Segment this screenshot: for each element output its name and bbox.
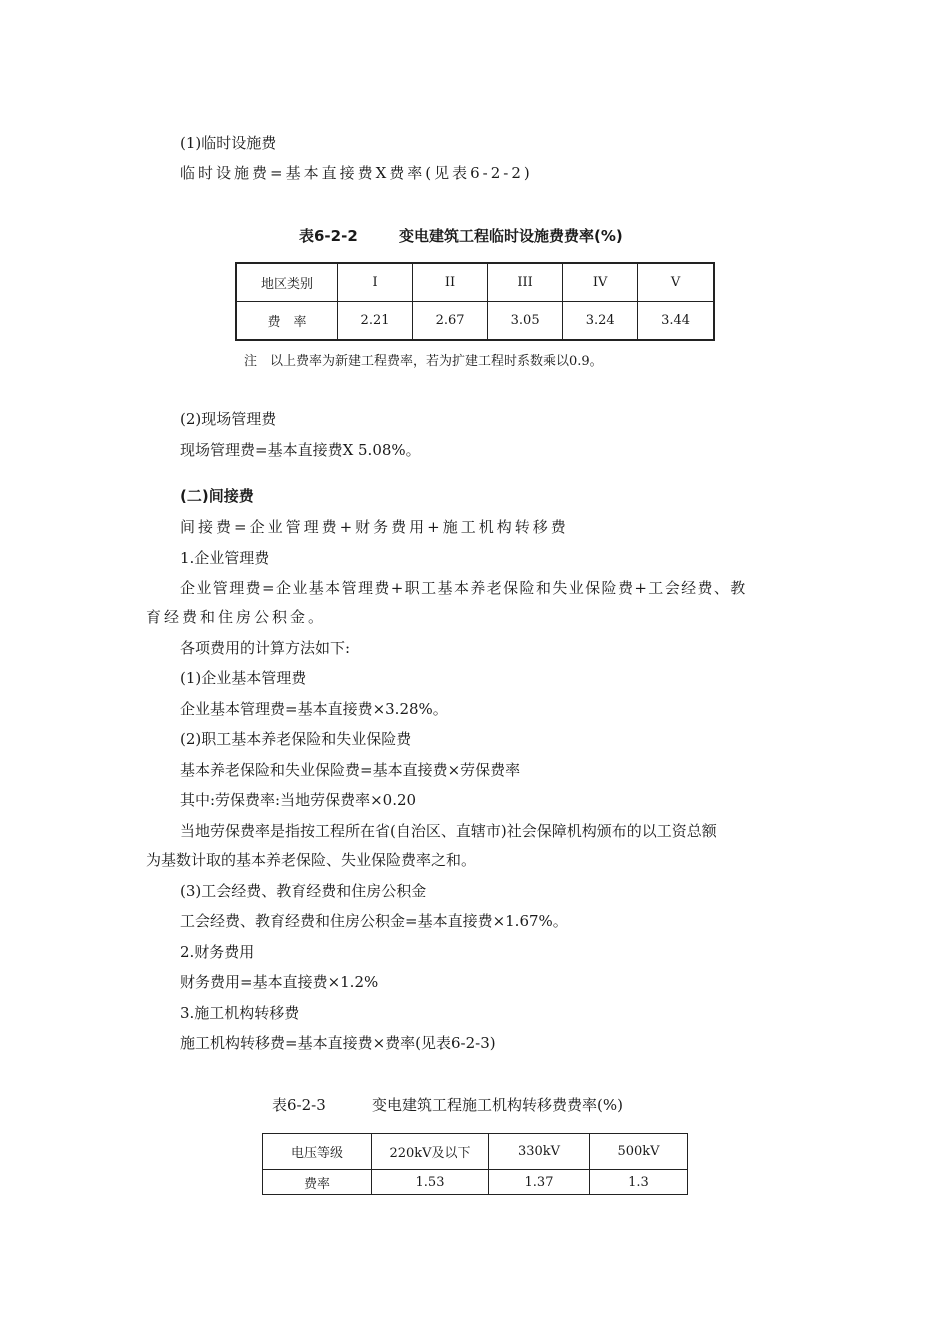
formula-union-education-housing: 工会经费、教育经费和住房公积金=基本直接费×1.67%。 (180, 912, 568, 930)
table-cell: 2.67 (413, 302, 488, 341)
table1-note: 注 以上费率为新建工程费率，若为扩建工程时系数乘以0.9。 (244, 354, 603, 369)
table-cell: III (488, 263, 563, 302)
formula-enterprise-management: 企业管理费=企业基本管理费+职工基本养老保险和失业保险费+工会经费、教 (180, 579, 747, 597)
formula-financial-costs: 财务费用=基本直接费×1.2% (180, 973, 379, 991)
table-cell: 330kV (489, 1134, 590, 1170)
table-cell: II (413, 263, 488, 302)
table-cell: 费 率 (236, 302, 338, 341)
table-row (236, 263, 714, 302)
table1-caption (299, 225, 623, 246)
table-cell: 费率 (263, 1170, 372, 1195)
table-temporary-facility-rates (235, 262, 715, 341)
heading-enterprise-management: 1.企业管理费 (180, 549, 270, 567)
table-cell: 2.21 (338, 302, 413, 341)
heading-pension-insurance: (2)职工基本养老保险和失业保险费 (180, 730, 412, 748)
table-cell: 3.24 (563, 302, 638, 341)
heading-union-education-housing: (3)工会经费、教育经费和住房公积金 (180, 882, 427, 900)
table-cell: V (638, 263, 714, 302)
table1-title: 变电建筑工程临时设施费费率(%) (399, 227, 623, 245)
heading-temporary-facilities: (1)临时设施费 (180, 134, 277, 152)
table-cell: 1.37 (489, 1170, 590, 1195)
table-cell: 3.44 (638, 302, 714, 341)
table-cell: 500kV (590, 1134, 688, 1170)
table-cell: 3.05 (488, 302, 563, 341)
text-labor-insurance-rate: 其中:劳保费率:当地劳保费率×0.20 (180, 791, 417, 809)
table-cell: 电压等级 (263, 1134, 372, 1170)
table-cell: IV (563, 263, 638, 302)
formula-temporary-facilities: 临时设施费=基本直接费X费率(见表6-2-2) (180, 164, 533, 182)
formula-basic-management: 企业基本管理费=基本直接费×3.28%。 (180, 700, 448, 718)
table2-caption (272, 1094, 623, 1115)
table-relocation-rates (262, 1133, 688, 1195)
table-cell: 地区类别 (236, 263, 338, 302)
table2-title: 变电建筑工程施工机构转移费费率(%) (372, 1096, 623, 1114)
formula-site-management: 现场管理费=基本直接费X 5.08%。 (180, 441, 421, 459)
section-heading-indirect-costs: (二)间接费 (180, 487, 254, 505)
text-rate-description: 当地劳保费率是指按工程所在省(自治区、直辖市)社会保障机构颁布的以工资总额 (180, 822, 717, 840)
table2-number: 表6-2-3 (272, 1096, 326, 1114)
heading-basic-management: (1)企业基本管理费 (180, 669, 307, 687)
table1-number: 表6-2-2 (299, 227, 358, 245)
formula-pension-insurance: 基本养老保险和失业保险费=基本直接费×劳保费率 (180, 761, 521, 779)
heading-site-management: (2)现场管理费 (180, 410, 277, 428)
heading-financial-costs: 2.财务费用 (180, 943, 255, 961)
table-cell: 1.3 (590, 1170, 688, 1195)
formula-indirect-costs: 间接费=企业管理费+财务费用+施工机构转移费 (180, 518, 569, 536)
table-row (263, 1170, 688, 1195)
table-row (263, 1134, 688, 1170)
table-row (236, 302, 714, 341)
heading-relocation-costs: 3.施工机构转移费 (180, 1004, 300, 1022)
formula-enterprise-management-cont: 育经费和住房公积金。 (146, 608, 327, 626)
text-calculation-methods: 各项费用的计算方法如下: (180, 639, 351, 657)
text-rate-description-cont: 为基数计取的基本养老保险、失业保险费率之和。 (146, 851, 477, 869)
formula-relocation-costs: 施工机构转移费=基本直接费×费率(见表6-2-3) (180, 1034, 496, 1052)
table-cell: 220kV及以下 (372, 1134, 489, 1170)
table-cell: 1.53 (372, 1170, 489, 1195)
table-cell: I (338, 263, 413, 302)
